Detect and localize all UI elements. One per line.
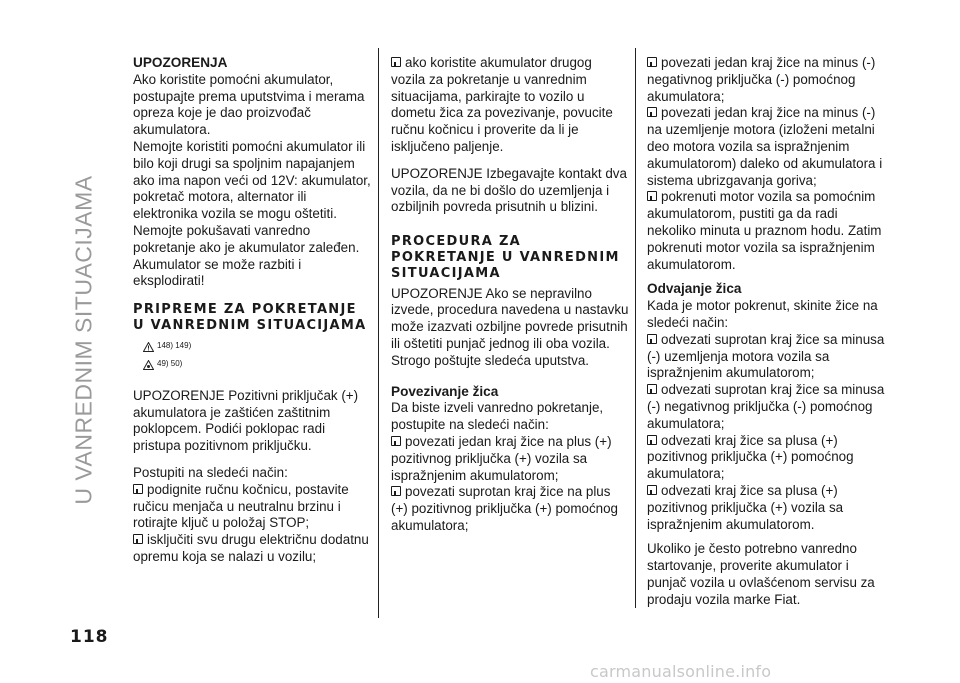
chapter-side-title: U VANREDNIM SITUACIJAMA — [70, 175, 97, 505]
column-3 — [647, 47, 885, 609]
caution-reference — [143, 356, 371, 374]
list-item: povezati jedan kraj žice na minus (-) negativnog priključka (-) pomoćnog akumulatora; — [647, 55, 876, 104]
column-divider-2 — [635, 48, 636, 608]
list-item: podignite ručnu kočnicu, postavite ručicu menjača u neutralnu brzinu i rotirajte ključ u položaj STOP; — [133, 481, 349, 531]
section-heading-procedure: PROCEDURA ZA POKRETANJE U VANREDNIM SITUACIJAMA — [391, 234, 620, 281]
list-item: pokrenuti motor vozila sa pomoćnim akumulatorom, pustiti ga da radi nekoliko minuta u praznom hodu. Zatim pokrenuti motor vozila sa ispražnjenim akumulatorom. — [647, 189, 882, 272]
bullet-box-icon — [647, 57, 657, 67]
bullet-box-icon — [647, 384, 657, 394]
warning-triangle-icon — [143, 342, 154, 352]
procedure-warning-paragraph: UPOZORENJE Ako se nepravilno izvede, procedura navedena u nastavku može izazvati ozbiljne povrede prisutnih ili oštetiti punjač jednog ili oba vozila. Strogo poštujte sledeća uputstva. — [391, 285, 629, 368]
warning-reference-1 — [143, 338, 371, 356]
bullet-box-icon — [391, 436, 401, 446]
list-item: ako koristite akumulator drugog vozila za pokretanje u vanrednim situacijama, parkirajte to vozilo u dometu žica za povezivanje, povucite ručnu kočnicu i proverite da li je isključeno paljenje. — [391, 55, 613, 154]
list-item: povezati jedan kraj žice na minus (-) na uzemljenje motora (izloženi metalni deo motora vozila sa ispražnjenim akumulatorom) daleko od akumulatora i sistema ubrizgavanja goriva; — [647, 105, 883, 188]
warning-paragraph-1: Ako koristite pomoćni akumulator, postupajte prema uputstvima i merama opreza koje je dao proizvođač akumulatora. — [133, 71, 365, 138]
warning-reference-numbers: 148) 149) — [157, 341, 192, 351]
column-1 — [133, 47, 371, 566]
column-2 — [391, 47, 629, 535]
closing-paragraph: Ukoliko je često potrebno vanredno startovanje, proverite akumulator i punjač vozila u ovlašćenom servisu za prodaju vozila marke Fiat. — [647, 541, 875, 607]
warning-paragraph-2: Nemojte koristiti pomoćni akumulator ili bilo koji drugi sa spoljnim napajanjem ako ima napon veći od 12V: akumulator, pokretač motora, alternator ili elektronika vozila se mogu oštetiti. Nemojte pokušavati vanredno pokretanje ako je akumulator zaleđen. Akumulator se može razbiti i eksplodirati! — [133, 138, 371, 289]
list-item: povezati suprotan kraj žice na plus (+) pozitivnog priključka (+) pomoćnog akumulatora; — [391, 484, 619, 533]
column-divider-1 — [378, 48, 379, 618]
list-item: povezati jedan kraj žice na plus (+) pozitivnog priključka (+) vozila sa ispražnjenim akumulatorom; — [391, 433, 612, 483]
bullet-box-icon — [647, 334, 657, 344]
bullet-box-icon — [647, 191, 657, 201]
contact-warning-paragraph: UPOZORENJE Izbegavajte kontakt dva vozila, da ne bi došlo do uzemljenja i ozbiljnih povreda prisutnih u blizini. — [391, 165, 627, 215]
list-item: isključiti svu drugu električnu dodatnu opremu koja se nalazi u vozilu; — [133, 532, 369, 564]
bullet-box-icon — [647, 485, 657, 495]
bullet-box-icon — [391, 486, 401, 496]
bullet-box-icon — [133, 484, 143, 494]
caution-hand-icon — [143, 360, 154, 370]
list-item: odvezati suprotan kraj žice sa minusa (-) negativnog priključka (-) pomoćnog akumulatora; — [647, 382, 885, 431]
bullet-box-icon — [133, 534, 143, 544]
bullet-box-icon — [647, 107, 657, 117]
terminal-warning-paragraph: UPOZORENJE Pozitivni priključak (+) akumulatora je zaštićen zaštitnim poklopcem. Podići poklopac radi pristupa pozitivnom priključku. — [133, 387, 359, 454]
section-heading-preparation: PRIPREME ZA POKRETANJE U VANREDNIM SITUACIJAMA — [133, 302, 367, 333]
subheading-disconnecting-cables: Odvajanje žica — [647, 281, 742, 297]
list-item: odvezati suprotan kraj žice sa minusa (-) uzemljenja motora vozila sa ispražnjenim akumulatorom; — [647, 331, 885, 381]
bullet-box-icon — [391, 57, 401, 67]
disconnecting-intro: Kada je motor pokrenut, skinite žice na sledeći način: — [647, 298, 878, 330]
page-number: 118 — [70, 627, 109, 647]
connecting-intro: Da biste izveli vanredno pokretanje, postupite na sledeći način: — [391, 400, 604, 433]
list-item: odvezati kraj žice sa plusa (+) pozitivnog priključka (+) pomoćnog akumulatora; — [647, 432, 854, 482]
caution-reference-numbers: 49) 50) — [157, 359, 183, 369]
steps-intro: Postupiti na sledeći način: — [133, 464, 288, 480]
list-item: odvezati kraj žice sa plusa (+) pozitivnog priključka (+) vozila sa ispražnjenim akumulatorom. — [647, 482, 844, 532]
footer-watermark: carmanualsonline.info — [590, 662, 772, 681]
subheading-connecting-cables: Povezivanje žica — [391, 383, 499, 399]
warning-heading: UPOZORENJA — [133, 55, 228, 70]
bullet-box-icon — [647, 435, 657, 445]
